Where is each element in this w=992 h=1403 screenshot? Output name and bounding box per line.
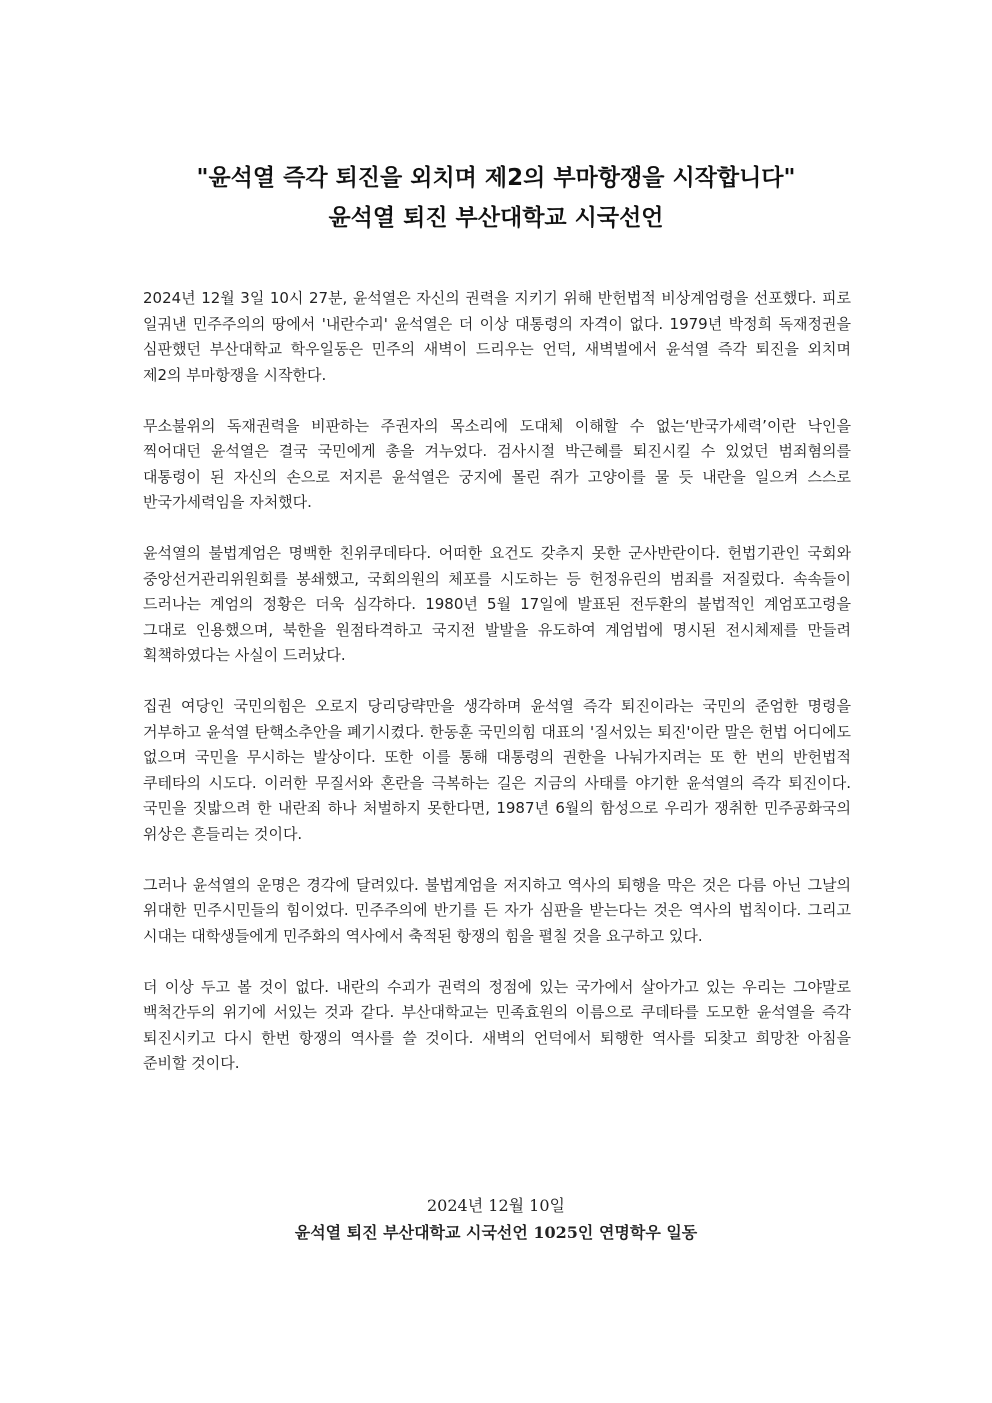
paragraph-4: 집권 여당인 국민의힘은 오로지 당리당략만을 생각하며 윤석열 즉각 퇴진이라는 국민의 준엄한 명령을 거부하고 윤석열 탄핵소추안을 폐기시켰다. 한동훈 국민의힘 대표의 '질서있는 퇴진'이란 말은 헌법 어디에도 없으며 국민을 무시하는 발상이다. 또한 이를 통해 대통령의 권한을 나눠가지려는 또 한 번의 반헌법적 쿠테타의 시도다. 이러한 무질서와 혼란을 극복하는 길은 지금의 사태를 야기한 윤석열의 즉각 퇴진이다. 국민을 짓밟으려 한 내란죄 하나 처벌하지 못한다면, 1987년 6월의 함성으로 우리가 쟁취한 민주공화국의 위상은 흔들리는 것이다. bbox=[143, 697, 851, 843]
paragraph-5: 그러나 윤석열의 운명은 경각에 달려있다. 불법계엄을 저지하고 역사의 퇴행을 막은 것은 다름 아닌 그날의 위대한 민주시민들의 힘이었다. 민주주의에 반기를 든 자가 심판을 받는다는 것은 역사의 법칙이다. 그리고 시대는 대학생들에게 민주화의 역사에서 축적된 항쟁의 힘을 펼칠 것을 요구하고 있다. bbox=[143, 875, 851, 945]
paragraph-1: 2024년 12월 3일 10시 27분, 윤석열은 자신의 권력을 지키기 위해 반헌법적 비상계엄령을 선포했다. 피로 일궈낸 민주주의의 땅에서 '내란수괴' 윤석열은 더 이상 대통령의 자격이 없다. 1979년 박정희 독재정권을 심판했던 부산대학교 학우일동은 민주의 새벽이 드리우는 언덕, 새벽벌에서 윤석열 즉각 퇴진을 외치며 제2의 부마항쟁을 시작한다. bbox=[143, 289, 851, 384]
document-body bbox=[143, 286, 851, 1102]
paragraph-3: 윤석열의 불법계엄은 명백한 친위쿠데타다. 어떠한 요건도 갖추지 못한 군사반란이다. 헌법기관인 국회와 중앙선거관리위원회를 봉쇄했고, 국회의원의 체포를 시도하는 등 헌정유린의 범죄를 저질렀다. 속속들이 드러나는 계엄의 정황은 더욱 심각하다. 1980년 5월 17일에 발표된 전두환의 불법적인 계엄포고령을 그대로 인용했으며, 북한을 원점타격하고 국지전 발발을 유도하여 계엄법에 명시된 전시체제를 만들려 획책하였다는 사실이 드러났다. bbox=[143, 544, 851, 664]
signatory: 윤석열 퇴진 부산대학교 시국선언 1025인 연명학우 일동 bbox=[294, 1223, 698, 1242]
paragraph-2: 무소불위의 독재권력을 비판하는 주권자의 목소리에 도대체 이해할 수 없는‘반국가세력’이란 낙인을 찍어대던 윤석열은 결국 국민에게 총을 겨누었다. 검사시절 박근혜를 퇴진시킬 수 있었던 범죄혐의를 대통령이 된 자신의 손으로 저지른 윤석열은 궁지에 몰린 쥐가 고양이를 물 듯 내란을 일으켜 스스로 반국가세력임을 자처했다. bbox=[143, 416, 851, 511]
declaration-date: 2024년 12월 10일 bbox=[427, 1196, 565, 1215]
document-subtitle: 윤석열 퇴진 부산대학교 시국선언 bbox=[328, 205, 664, 231]
document-title: "윤석열 즉각 퇴진을 외치며 제2의 부마항쟁을 시작합니다" bbox=[196, 165, 796, 191]
title-block bbox=[0, 158, 992, 238]
paragraph-6: 더 이상 두고 볼 것이 없다. 내란의 수괴가 권력의 정점에 있는 국가에서 살아가고 있는 우리는 그야말로 백척간두의 위기에 서있는 것과 같다. 부산대학교는 민족효원의 이름으로 쿠데타를 도모한 윤석열을 즉각 퇴진시키고 다시 한번 항쟁의 역사를 쓸 것이다. 새벽의 언덕에서 퇴행한 역사를 되찾고 희망찬 아침을 준비할 것이다. bbox=[143, 977, 851, 1072]
signature-block bbox=[0, 1193, 992, 1247]
